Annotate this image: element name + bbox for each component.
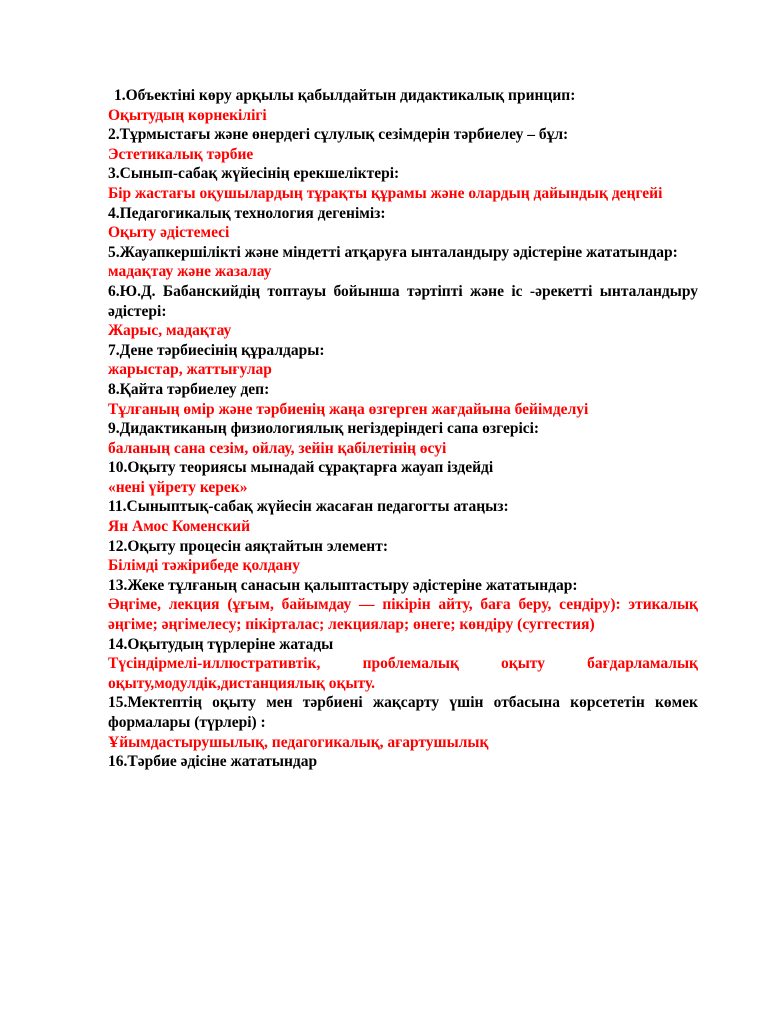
answer-11: Ян Амос Коменский [108,518,251,536]
answer-9: баланың сана сезім, ойлау, зейін қабілетінің өсуі [108,439,447,457]
question-15: 15.Мектептің оқыту мен тәрбиені жақсарту үшін отбасына көрсететін көмек формалары (түрлері) : [108,694,698,731]
question-9: 9.Дидактиканың физиологиялық негіздеріндегі сапа өзгерісі: [108,420,540,438]
question-13: 13.Жеке тұлғаның санасын қалыптастыру әдістеріне жататындар: [108,576,578,594]
answer-10: «нені үйрету керек» [108,478,248,496]
answer-4: Оқыту әдістемесі [108,224,230,242]
question-8: 8.Қайта тәрбиелеу деп: [108,380,270,398]
question-10: 10.Оқыту теориясы мынадай сұрақтарға жауап іздейді [108,459,494,477]
document-page [108,86,698,772]
answer-15: Ұйымдастырушылық, педагогикалық, ағартушылық [108,733,489,751]
question-7: 7.Дене тәрбиесінің құралдары: [108,341,325,359]
answer-13: Әңгіме, лекция (ұғым, байымдау — пікірін айту, баға беру, сендіру): этикалық әңгіме; әңгімелесу; пікірталас; лекциялар; өнеге; көндіру (суггестия) [108,596,698,634]
question-5: 5.Жауапкершілікті және міндетті атқаруға ынталандыру әдістеріне жататындар: [108,243,678,261]
question-14: 14.Оқытудың түрлеріне жатады [108,635,334,653]
answer-8: Тұлғаның өмір және тәрбиенің жаңа өзгерген жағдайына бейімделуі [108,400,589,418]
answer-3: Бір жастағы оқушылардың тұрақты құрамы және олардың дайындық деңгейі [108,184,663,202]
answer-1: Оқытудың көрнекілігі [108,106,267,124]
question-2: 2.Тұрмыстағы және өнердегі сұлулық сезімдерін тәрбиелеу – бұл: [108,126,569,144]
question-11: 11.Сыныптық-сабақ жүйесін жасаған педагогты атаңыз: [108,498,509,516]
answer-14: Түсіндірмелі-иллюстративтік, проблемалық оқыту бағдарламалық оқыту,модулдік,дистанциялық оқыту. [108,655,698,692]
question-6: 6.Ю.Д. Бабанскийдің топтауы бойынша тәртіпті және іс -әрекетті ынталандыру әдістері: [108,282,698,320]
answer-7: жарыстар, жаттығулар [108,361,272,379]
answer-6: Жарыс, мадақтау [108,322,232,340]
answer-2: Эстетикалық тәрбие [108,145,254,163]
question-16: 16.Тәрбие әдісіне жататындар [108,753,318,771]
answer-5: мадақтау және жазалау [108,263,272,281]
question-3: 3.Сынып-сабақ жүйесінің ерекшеліктері: [108,165,400,183]
question-1: 1.Объектіні көру арқылы қабылдайтын дидактикалық принцип: [114,87,576,104]
question-12: 12.Оқыту процесін аяқтайтын элемент: [108,537,388,555]
question-4: 4.Педагогикалық технология дегеніміз: [108,204,386,222]
answer-12: Білімді тәжірибеде қолдану [108,557,300,575]
